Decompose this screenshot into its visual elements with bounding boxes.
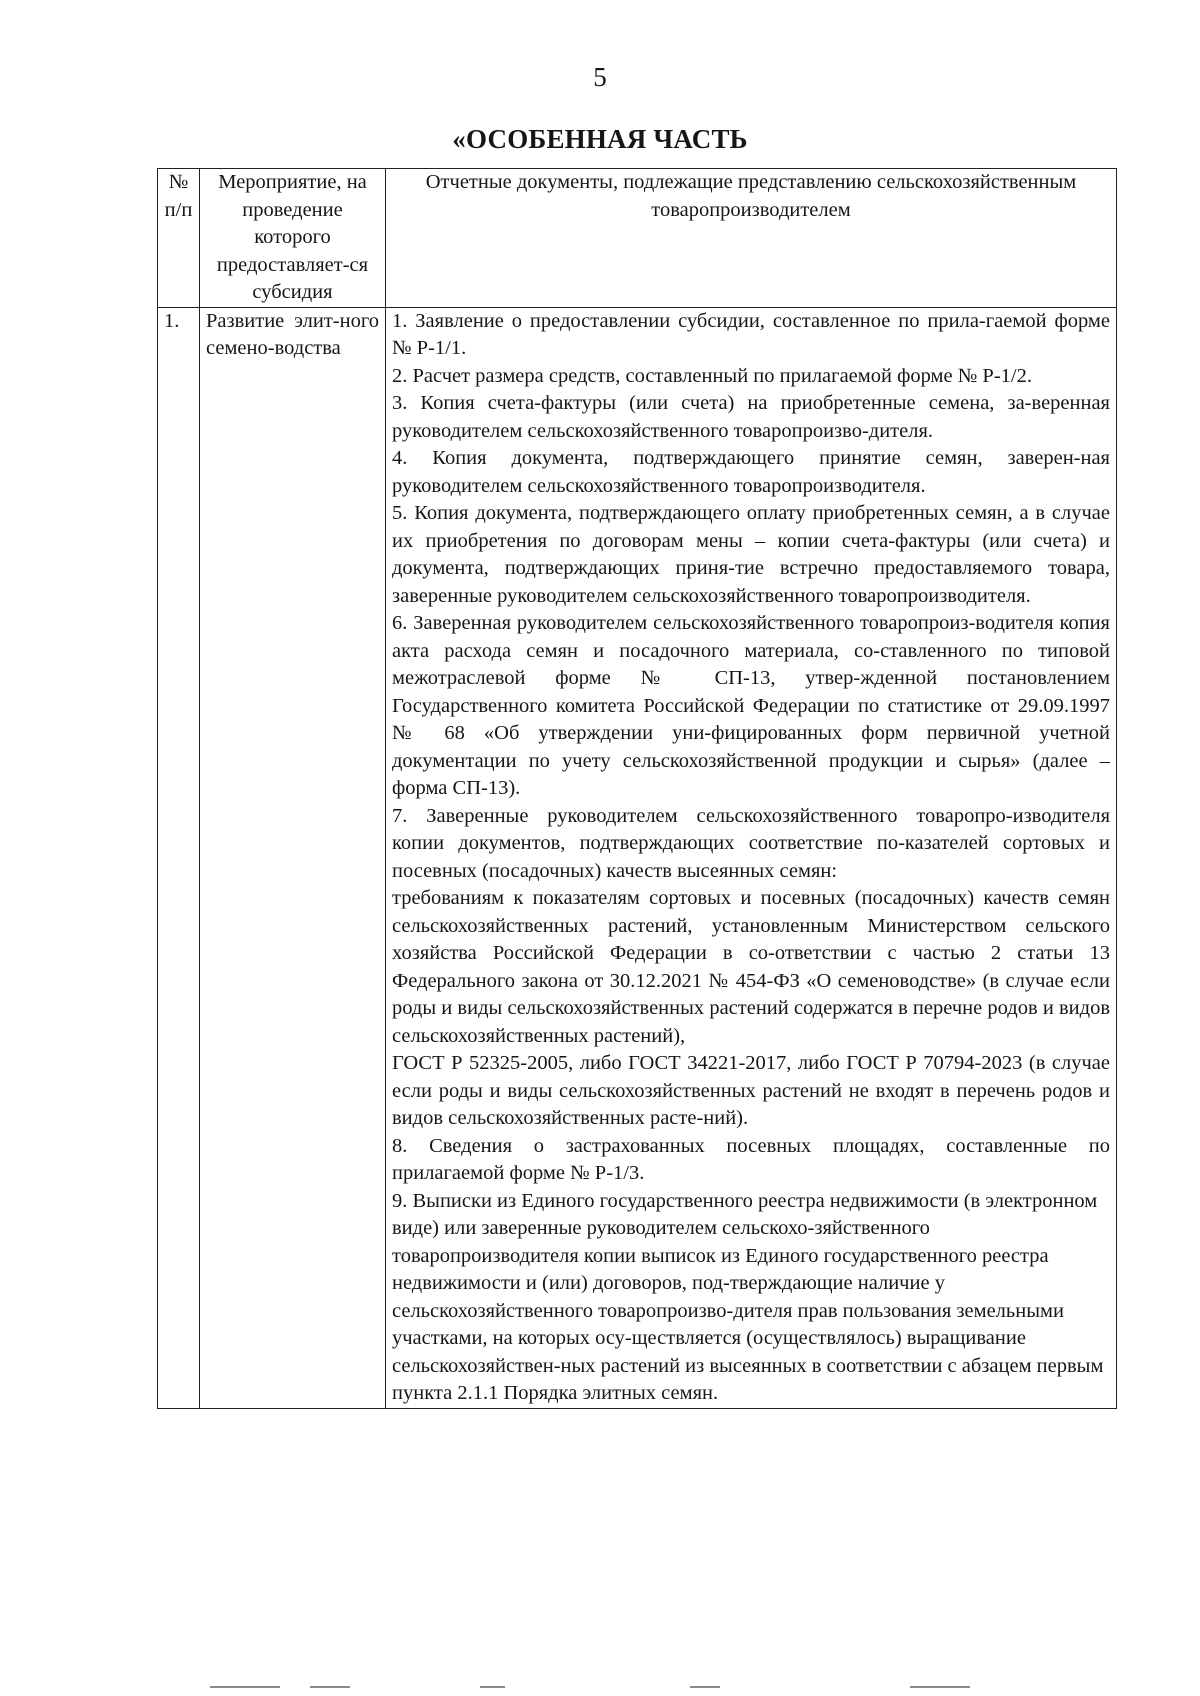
requirements-table bbox=[157, 168, 1117, 1409]
document-item-5: 5. Копия документа, подтверждающего оплату приобретенных семян, а в случае их приобретения по договорам мены – копии счета-фактуры (или счета) и документа, подтверждающих приня-тие встречно предоставляемого товара, заверенные руководителем сельскохозяйственного товаропроизводителя. bbox=[392, 502, 1110, 607]
header-number: № п/п bbox=[158, 169, 200, 308]
row-event: Развитие элит-ного семено-водства bbox=[200, 307, 386, 1408]
document-item-4: 4. Копия документа, подтверждающего принятие семян, заверен-ная руководителем сельскохозяйственного товаропроизводителя. bbox=[392, 447, 1110, 497]
page-title: «ОСОБЕННАЯ ЧАСТЬ bbox=[452, 124, 748, 154]
document-item-9: 9. Выписки из Единого государственного реестра недвижимости (в электронном виде) или заверенные руководителем сельскохо-зяйственного товаропроизводителя копии выписок из Единого государственного реестра недвижимости и (или) договоров, под-тверждающие наличие у сельскохозяйственного товаропроизво-дителя прав пользования земельными участками, на которых осу-ществляется (осуществлялось) выращивание сельскохозяйствен-ных растений из высеянных в соответствии с абзацем первым пункта 2.1.1 Порядка элитных семян. bbox=[392, 1189, 1104, 1404]
header-documents: Отчетные документы, подлежащие представлению сельскохозяйственным товаропроизводителем bbox=[386, 169, 1117, 308]
row-number: 1. bbox=[158, 307, 200, 1408]
table-header-row bbox=[158, 169, 1117, 308]
document-item-6: 6. Заверенная руководителем сельскохозяйственного товаропроиз-водителя копия акта расхода семян и посадочного материала, со-ставленного по типовой межотраслевой форме № СП-13, утвер-жденной постановлением Государственного комитета Российской Федерации по статистике от 29.09.1997 № 68 «Об утверждении уни-фицированных форм первичной учетной документации по учету сельскохозяйственной продукции и сырья» (далее – форма СП-13). bbox=[392, 612, 1110, 799]
document-item-3: 3. Копия счета-фактуры (или счета) на приобретенные семена, за-веренная руководителем сельскохозяйственного товаропроизво-дителя. bbox=[392, 392, 1110, 442]
header-event: Мероприятие, на проведение которого предоставляет-ся субсидия bbox=[200, 169, 386, 308]
document-item-7-gost: ГОСТ Р 52325-2005, либо ГОСТ 34221-2017, либо ГОСТ Р 70794-2023 (в случае если роды и виды сельскохозяйственных растений не входят в перечень родов и видов сельскохозяйственных расте-ний). bbox=[392, 1052, 1110, 1129]
row-documents bbox=[386, 307, 1117, 1408]
document-item-7: 7. Заверенные руководителем сельскохозяйственного товаропро-изводителя копии документов, подтверждающих соответствие по-казателей сортовых и посевных (посадочных) качеств высеянных семян: bbox=[392, 804, 1110, 882]
document-item-2: 2. Расчет размера средств, составленный по прилагаемой форме № Р-1/2. bbox=[392, 364, 1032, 387]
document-item-7-requirements: требованиям к показателям сортовых и посевных (посадочных) качеств семян сельскохозяйственных растений, установленным Министерством сельского хозяйства Российской Федерации в со-ответствии с частью 2 статьи 13 Федерального закона от 30.12.2021 № 454-ФЗ «О семеноводстве» (в случае если роды и виды сельскохозяйственных растений содержатся в перечне родов и видов сельскохозяйственных растений), bbox=[392, 887, 1110, 1047]
table-row bbox=[158, 307, 1117, 1408]
document-item-1: 1. Заявление о предоставлении субсидии, составленное по прила-гаемой форме № Р-1/1. bbox=[392, 309, 1110, 359]
scan-artifact bbox=[150, 1686, 1050, 1689]
document-item-8: 8. Сведения о застрахованных посевных площадях, составленные по прилагаемой форме № Р-1/3. bbox=[392, 1134, 1110, 1184]
page-number: 5 bbox=[593, 62, 607, 92]
